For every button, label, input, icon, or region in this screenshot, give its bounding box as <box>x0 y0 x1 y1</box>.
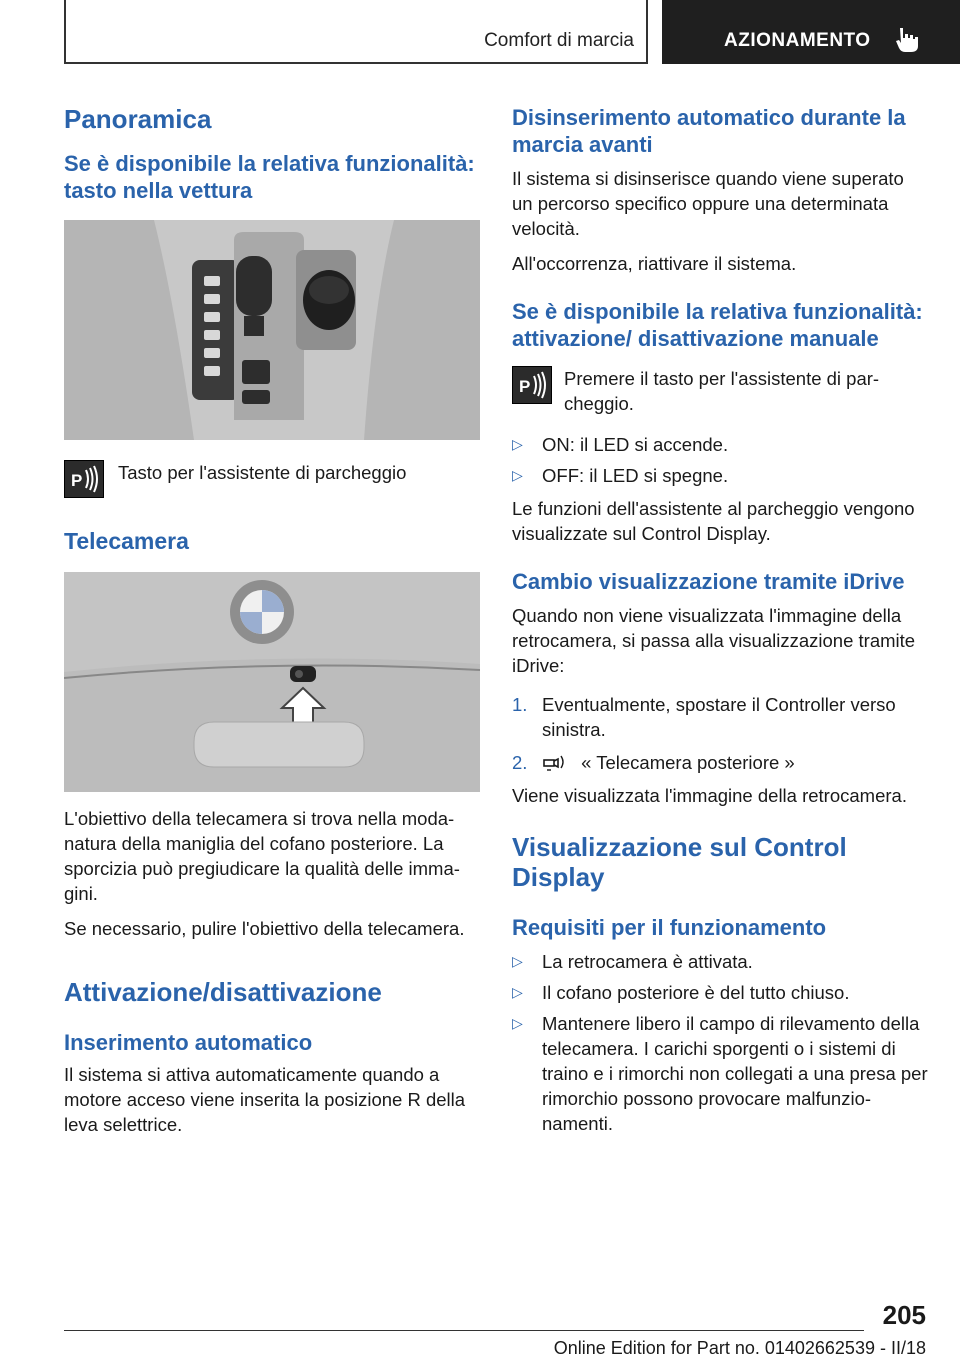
header-section-tab <box>662 0 960 64</box>
idrive-result-text: Viene visualizzata l'immagine della retrocamera. <box>512 785 907 806</box>
idrive-steps-list <box>512 692 928 775</box>
triangle-bullet-icon: ▷ <box>512 1015 523 1031</box>
steering-hand-icon <box>894 26 920 54</box>
page-number: 205 <box>882 1300 926 1330</box>
triangle-bullet-icon: ▷ <box>512 953 523 969</box>
list-item-text: ON: il LED si accende. <box>542 434 729 455</box>
left-column <box>64 100 480 1137</box>
heading-manual: Se è disponibile la relativa funzionalità: attivazione/ disattivazione manuale <box>512 299 923 351</box>
heading-auto-off: Disinserimento automatico durante la marcia avanti <box>512 105 906 157</box>
rear-camera-photo <box>64 572 480 792</box>
auto-off-reactivate-text: All'occorrenza, riattivare il sistema. <box>512 253 797 274</box>
step-number: 1. <box>512 694 528 715</box>
heading-camera: Telecamera <box>64 528 189 554</box>
step-text: « Telecamera posteriore » <box>581 752 795 773</box>
right-column <box>512 100 928 1136</box>
list-item <box>512 692 928 742</box>
list-item-text: Mantenere libero il campo di rilevamento della telecamera. I carichi sporgenti o i sistemi di traino e i rimorchi non collegati a una presa per rimorchio possono provocare malfunzionamenti. <box>542 1013 928 1134</box>
manual-led-list <box>512 432 928 488</box>
heading-control-display: Visualizzazione sul Control Display <box>512 832 847 892</box>
manual-instruction-text: Premere il tasto per l'assistente di parcheggio. <box>564 368 880 414</box>
park-assist-button-icon <box>64 460 104 498</box>
auto-off-text: Il sistema si disinserisce quando viene superato un percorso specifico oppure una determinata velocità. <box>512 168 904 239</box>
list-item <box>512 750 928 775</box>
heading-requirements: Requisiti per il funzionamento <box>512 915 827 940</box>
triangle-bullet-icon: ▷ <box>512 436 523 452</box>
idrive-intro-text: Quando non viene visualizzata l'immagine della retrocamera, si passa alla visualizzazione tramite iDrive: <box>512 605 916 676</box>
list-item <box>512 1011 928 1136</box>
heading-activation: Attivazione/disattivazione <box>64 977 382 1007</box>
manual-display-text: Le funzioni dell'assistente al parcheggio vengono visualizzate sul Control Display. <box>512 498 915 544</box>
footer-edition: Online Edition for Part no. 01402662539 - II/18 <box>553 1338 926 1358</box>
button-caption-row <box>64 460 480 498</box>
list-item <box>512 432 928 457</box>
list-item <box>512 980 928 1005</box>
heading-vehicle-button: Se è disponibile la relativa funzionalità: tasto nella vettura <box>64 151 475 203</box>
requirements-list <box>512 949 928 1136</box>
auto-on-text: Il sistema si attiva automaticamente quando a motore acceso viene inserita la posizione R della leva selettrice. <box>64 1064 466 1135</box>
park-assist-button-icon <box>512 366 552 404</box>
heading-idrive: Cambio visualizzazione tramite iDrive <box>512 569 905 594</box>
rear-camera-menu-icon <box>542 753 568 771</box>
header-breadcrumb-box <box>64 0 648 64</box>
heading-overview: Panoramica <box>64 104 212 134</box>
list-item <box>512 463 928 488</box>
camera-location-text: L'obiettivo della telecamera si trova nella modanatura della maniglia del cofano posteriore. La sporcizia può pregiudicare la qualità delle immagini. <box>64 808 460 904</box>
svg-text:P: P <box>519 377 531 396</box>
button-caption: Tasto per l'assistente di parcheggio <box>118 462 407 483</box>
triangle-bullet-icon: ▷ <box>512 984 523 1000</box>
footer-divider <box>64 1330 864 1331</box>
manual-instruction-row <box>512 366 928 416</box>
header-breadcrumb: Comfort di marcia <box>484 30 634 51</box>
step-text: Eventualmente, spostare il Controller verso sinistra. <box>542 694 896 740</box>
svg-text:P: P <box>71 471 83 490</box>
heading-auto-on: Inserimento automatico <box>64 1030 313 1055</box>
center-console-photo <box>64 220 480 440</box>
list-item <box>512 949 928 974</box>
camera-clean-text: Se necessario, pulire l'obiettivo della telecamera. <box>64 918 465 939</box>
list-item-text: OFF: il LED si spegne. <box>542 465 729 486</box>
triangle-bullet-icon: ▷ <box>512 467 523 483</box>
step-number: 2. <box>512 752 528 773</box>
header-section-title: AZIONAMENTO <box>724 30 871 51</box>
list-item-text: La retrocamera è attivata. <box>542 951 753 972</box>
list-item-text: Il cofano posteriore è del tutto chiuso. <box>542 982 850 1003</box>
